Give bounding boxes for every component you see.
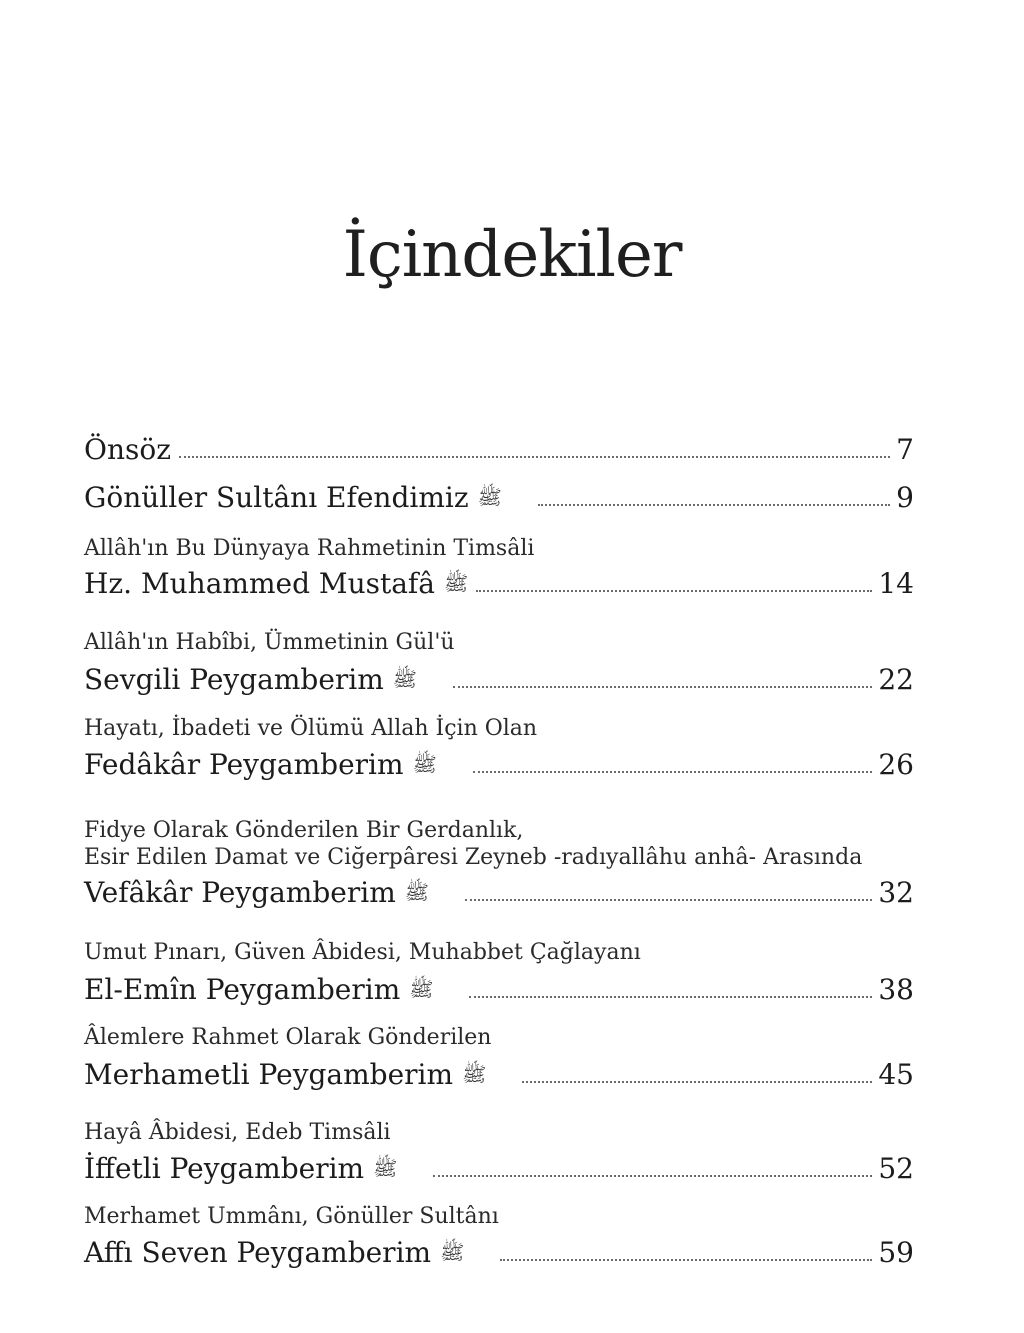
salawat-glyph-icon: ﷺ bbox=[440, 1240, 465, 1264]
page-title: İçindekiler bbox=[342, 218, 682, 292]
toc-entry-subtitle: Âlemlere Rahmet Olarak Gönderilen bbox=[84, 1025, 492, 1050]
toc-entry-subtitle-line-2: Esir Edilen Damat ve Ciğerpâresi Zeyneb -radıyallâhu anhâ- Arasında bbox=[84, 845, 863, 870]
dot-leader bbox=[500, 1258, 872, 1261]
toc-entry bbox=[84, 741, 914, 781]
salawat-glyph-icon: ﷺ bbox=[462, 1062, 487, 1086]
toc-entry bbox=[84, 1145, 914, 1185]
dot-leader bbox=[538, 503, 890, 506]
toc-entry bbox=[84, 474, 914, 514]
toc-page-number: 7 bbox=[896, 433, 914, 466]
toc-page-number: 52 bbox=[878, 1152, 914, 1185]
toc-entry-title: Affı Seven Peygamberim bbox=[84, 1236, 432, 1269]
salawat-glyph-icon: ﷺ bbox=[373, 1156, 398, 1180]
salawat-glyph-icon: ﷺ bbox=[392, 667, 417, 691]
toc-entry-title: Merhametli Peygamberim bbox=[84, 1058, 454, 1091]
toc-entry-title: Hz. Muhammed Mustafâ bbox=[84, 567, 435, 600]
dot-leader bbox=[476, 589, 872, 592]
dot-leader bbox=[433, 1174, 872, 1177]
toc-entry-subtitle: Allâh'ın Bu Dünyaya Rahmetinin Timsâli bbox=[84, 536, 535, 561]
toc-page-number: 26 bbox=[878, 748, 914, 781]
toc-entry-subtitle: Allâh'ın Habîbi, Ümmetinin Gül'ü bbox=[84, 630, 455, 655]
toc-entry bbox=[84, 656, 914, 696]
toc-page-number: 38 bbox=[878, 973, 914, 1006]
toc-entry-title: İffetli Peygamberim bbox=[84, 1152, 365, 1185]
toc-entry bbox=[84, 426, 914, 466]
toc-page-number: 9 bbox=[896, 481, 914, 514]
toc-entry-subtitle: Umut Pınarı, Güven Âbidesi, Muhabbet Çağlayanı bbox=[84, 940, 641, 965]
toc-entry-title: Önsöz bbox=[84, 433, 171, 466]
toc-entry-title: Sevgili Peygamberim bbox=[84, 663, 384, 696]
toc-page-number: 14 bbox=[878, 567, 914, 600]
salawat-glyph-icon: ﷺ bbox=[409, 977, 434, 1001]
toc-entry bbox=[84, 1229, 914, 1269]
toc-entry-subtitle: Hayatı, İbadeti ve Ölümü Allah İçin Olan bbox=[84, 716, 538, 741]
toc-entry-title: Vefâkâr Peygamberim bbox=[84, 876, 396, 909]
dot-leader bbox=[522, 1080, 872, 1083]
toc-entry-title: Fedâkâr Peygamberim bbox=[84, 748, 404, 781]
dot-leader bbox=[473, 770, 873, 773]
toc-entry bbox=[84, 869, 914, 909]
dot-leader bbox=[469, 995, 872, 998]
salawat-glyph-icon: ﷺ bbox=[404, 880, 429, 904]
toc-entry bbox=[84, 966, 914, 1006]
toc-entry-subtitle: Merhamet Ummânı, Gönüller Sultânı bbox=[84, 1204, 499, 1229]
toc-page-number: 59 bbox=[878, 1236, 914, 1269]
dot-leader bbox=[453, 685, 872, 688]
toc-entry-subtitle: Hayâ Âbidesi, Edeb Timsâli bbox=[84, 1120, 391, 1145]
toc-entry bbox=[84, 1051, 914, 1091]
toc-page-number: 32 bbox=[878, 876, 914, 909]
toc-entry-title: Gönüller Sultânı Efendimiz bbox=[84, 481, 469, 514]
toc-entry-title: El-Emîn Peygamberim bbox=[84, 973, 401, 1006]
salawat-glyph-icon: ﷺ bbox=[477, 485, 502, 509]
salawat-glyph-icon: ﷺ bbox=[443, 571, 469, 595]
toc-entry bbox=[84, 560, 914, 600]
salawat-glyph-icon: ﷺ bbox=[412, 752, 437, 776]
toc-entry-subtitle: Fidye Olarak Gönderilen Bir Gerdanlık, bbox=[84, 818, 524, 843]
dot-leader bbox=[179, 455, 890, 458]
toc-page-number: 45 bbox=[878, 1058, 914, 1091]
dot-leader bbox=[465, 898, 872, 901]
toc-page-number: 22 bbox=[878, 663, 914, 696]
